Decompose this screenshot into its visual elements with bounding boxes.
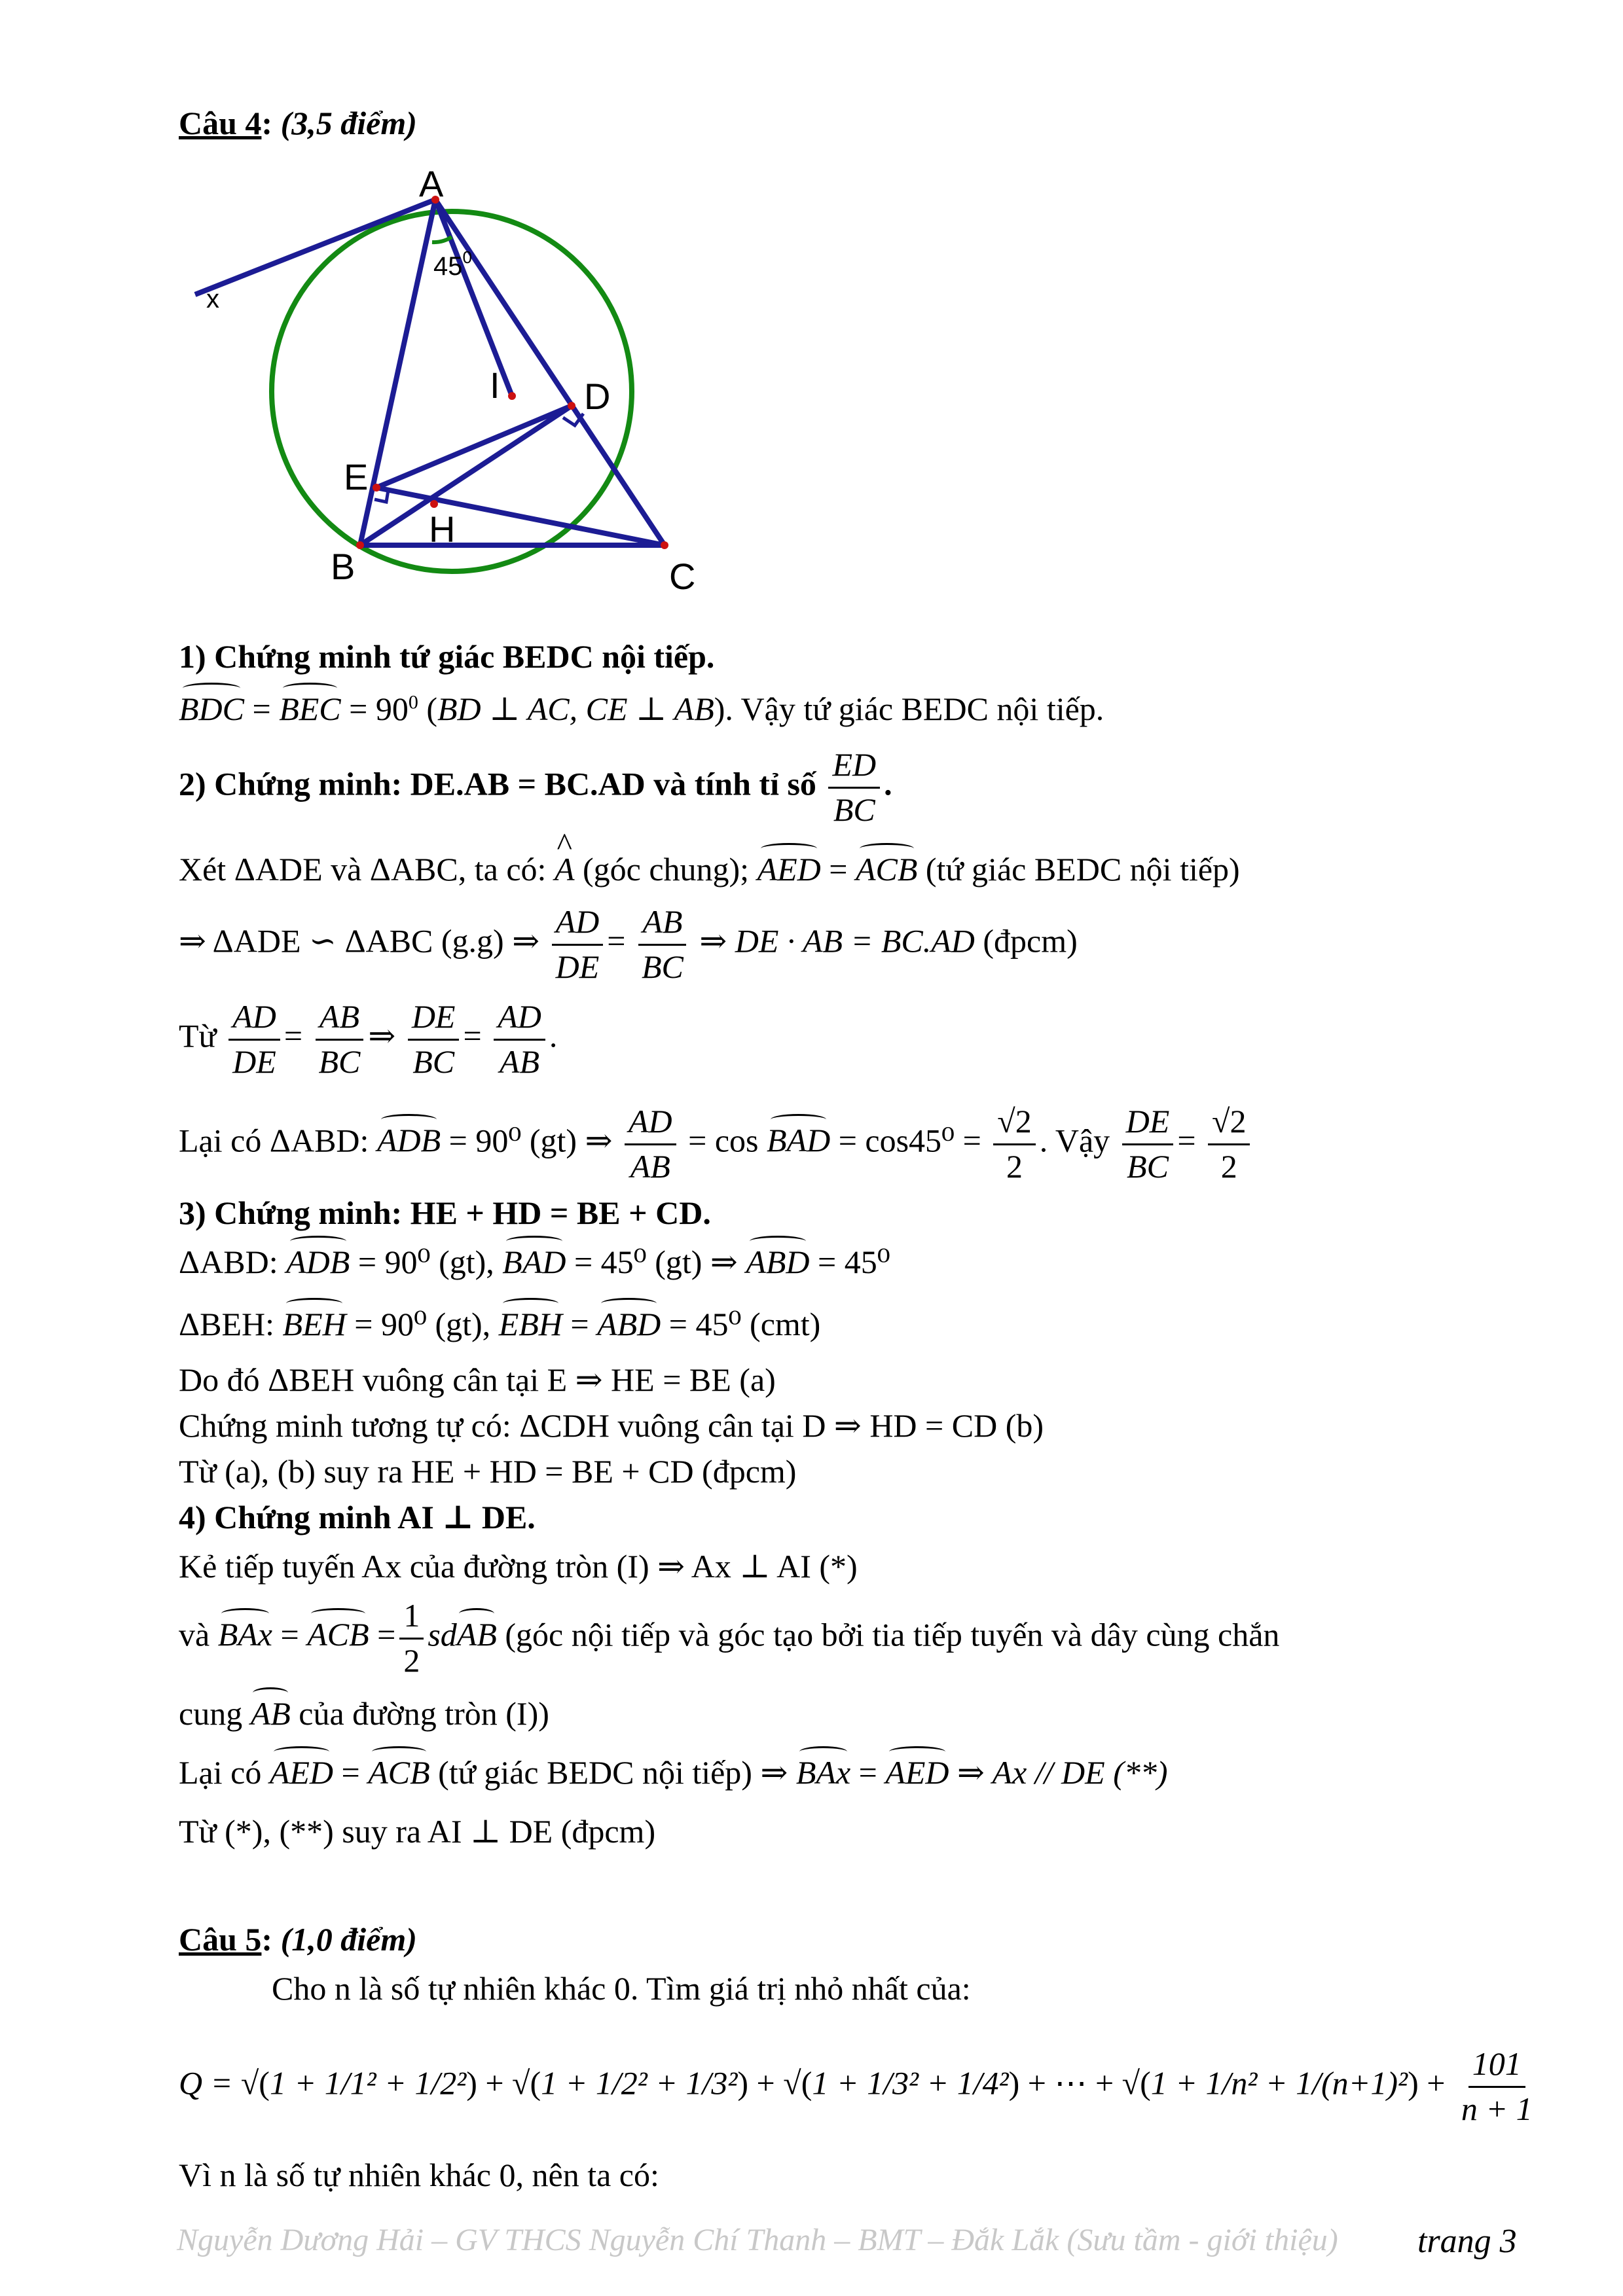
geometry-figure	[177, 157, 740, 615]
q5-heading: Câu 5: (1,0 điểm)	[179, 1921, 417, 1958]
part3-line3: Do đó ΔBEH vuông cân tại E ⇒ HE = BE (a)	[179, 1361, 776, 1398]
part4-title: 4) Chứng minh AI ⊥ DE.	[179, 1499, 536, 1535]
part3-line4: Chứng minh tương tự có: ΔCDH vuông cân tại D ⇒ HD = CD (b)	[179, 1407, 1044, 1444]
part3-line5: Từ (a), (b) suy ra HE + HD = BE + CD (đpcm)	[179, 1453, 797, 1490]
q5-line2: Vì n là số tự nhiên khác 0, nên ta có:	[179, 2157, 659, 2193]
part3-line2: ΔBEH: BEH = 90⁰ (gt), EBH = ABD = 45⁰ (cmt)	[179, 1306, 821, 1342]
part4-line1: Kẻ tiếp tuyến Ax của đường tròn (I) ⇒ Ax ⊥ AI (*)	[179, 1548, 858, 1585]
footer-credit: Nguyễn Dương Hải – GV THCS Nguyễn Chí Thanh – BMT – Đắk Lắk (Sưu tầm - giới thiệu)	[177, 2223, 1338, 2257]
label-E: E	[344, 456, 369, 497]
label-angle: $45^0$	[433, 247, 472, 281]
part3-line1: ΔABD: ADB = 90⁰ (gt), BAD = 45⁰ (gt) ⇒ ABD = 45⁰	[179, 1244, 890, 1280]
part4-line3: cung AB của đường tròn (I))	[179, 1695, 549, 1732]
part1-line: BDC = BEC = $90^0$ (BD ⊥ AC, CE ⊥ AB). Vậy tứ giác BEDC nội tiếp.	[179, 691, 1104, 727]
label-I: I	[490, 365, 500, 406]
label-C: C	[669, 556, 696, 597]
tangent-line-Ax	[195, 200, 435, 295]
part2-line2: ⇒ ΔADE ∽ ΔABC (g.g) ⇒ $\frac{AD}{DE}$ = $\frac{AB}{BC}$ ⇒ DE · AB = BC.AD (đpcm)	[179, 903, 1078, 985]
segment-BD	[360, 406, 572, 545]
segment-ED	[376, 406, 572, 488]
part2-title: 2) Chứng minh: DE.AB = BC.AD và tính tỉ số $\frac{ED}{BC}$ .	[179, 746, 892, 828]
q5-formula: Q = √(1 + 1/1² + 1/2²) + √(1 + 1/2² + 1/3²) + √(1 + 1/3² + 1/4²) + ⋯ + √(1 + 1/n² + 1/(n+1)²) + $\frac{101}{n + 1}$	[179, 2045, 1533, 2127]
label-H: H	[429, 509, 456, 550]
label-A: A	[419, 163, 444, 204]
label-D: D	[584, 376, 611, 417]
q5-intro: Cho n là số tự nhiên khác 0. Tìm giá trị nhỏ nhất của:	[272, 1970, 971, 2007]
part4-line4: Lại có AED = ACB (tứ giác BEDC nội tiếp) ⇒ BAx = AED ⇒ Ax // DE (**)	[179, 1754, 1168, 1791]
label-x: x	[206, 285, 219, 314]
part2-line1: Xét ΔADE và ΔABC, ta có: ^ A (góc chung); AED = ACB (tứ giác BEDC nội tiếp)	[179, 851, 1240, 889]
part4-line5: Từ (*), (**) suy ra AI ⊥ DE (đpcm)	[179, 1813, 656, 1850]
angle-arc-45	[432, 237, 452, 242]
part4-line2: và BAx = ACB = $\frac{1}{2}$ sdAB (góc nội tiếp và góc tạo bởi tia tiếp tuyến và dây cùng chắn	[179, 1597, 1280, 1679]
segment-CE	[376, 488, 665, 545]
part2-line4: Lại có ΔABD: ADB = 90⁰ (gt) ⇒ $\frac{AD}{AB}$ = cos BAD = cos45⁰ = $\frac{√2}{2}$ . Vậy $\frac{DE}{BC}$ = $\frac{√2}{2}$	[179, 1103, 1254, 1185]
right-angle-D	[563, 414, 583, 425]
part1-title: 1) Chứng minh tứ giác BEDC nội tiếp.	[179, 638, 715, 675]
q4-heading: Câu 4: (3,5 điểm)	[179, 105, 417, 141]
part3-title: 3) Chứng minh: HE + HD = BE + CD.	[179, 1194, 711, 1231]
page-number: trang 3	[1417, 2223, 1517, 2260]
label-B: B	[331, 546, 356, 587]
part2-line3: Từ $\frac{AD}{DE}$ = $\frac{AB}{BC}$ ⇒ $\frac{DE}{BC}$ = $\frac{AD}{AB}$ .	[179, 998, 558, 1080]
